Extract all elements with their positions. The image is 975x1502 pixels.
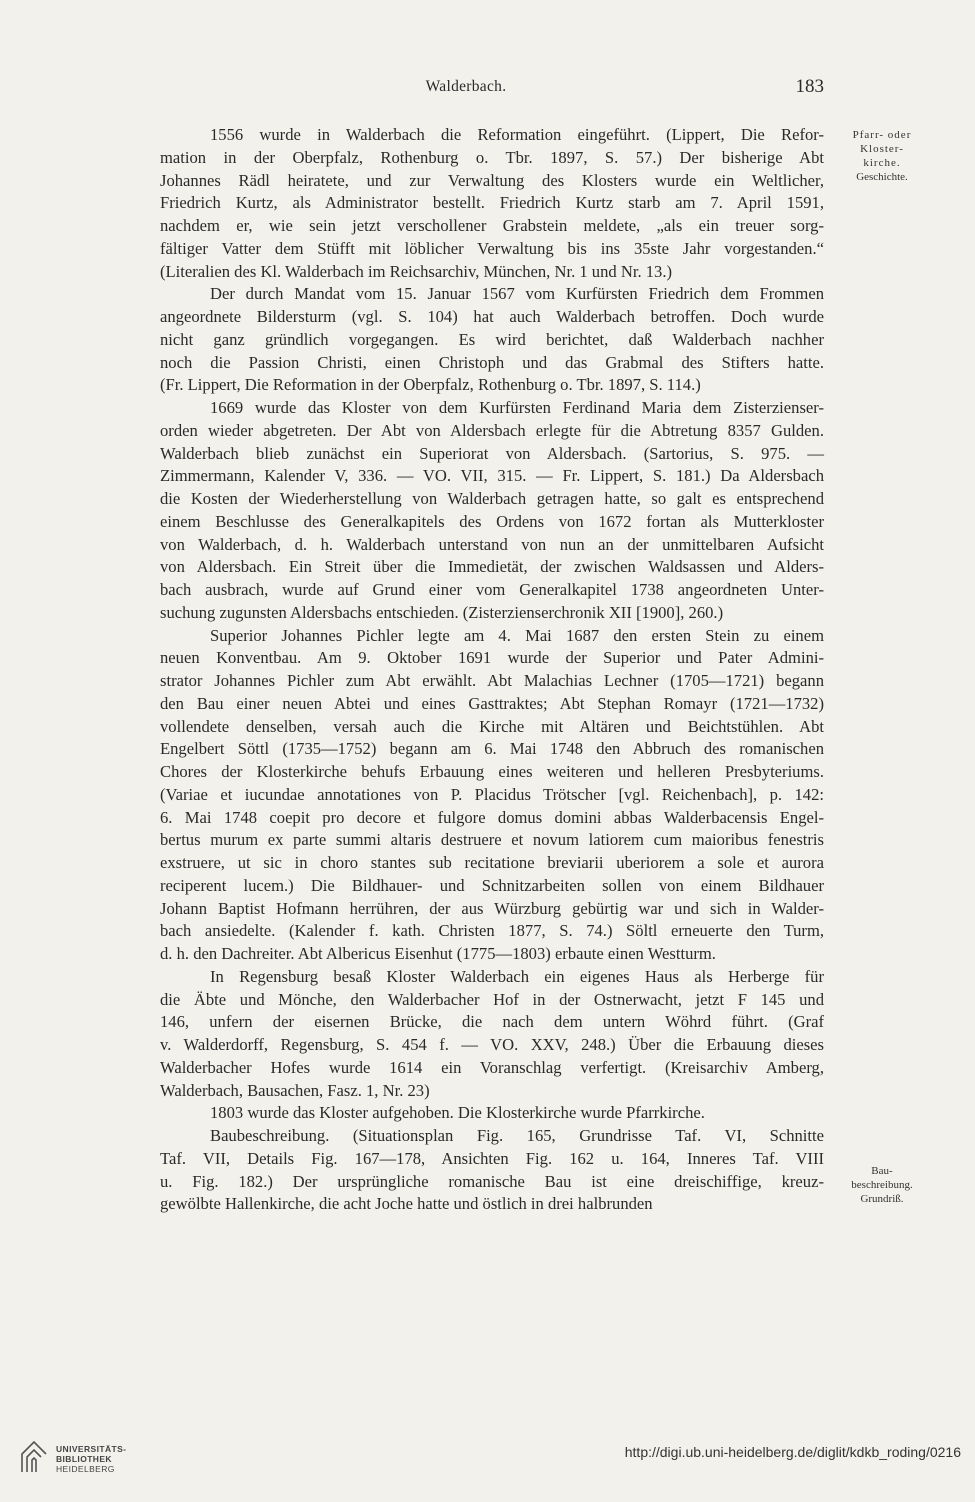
margin-note-line: Geschichte. bbox=[856, 171, 908, 183]
paragraph bbox=[108, 1102, 824, 1125]
margin-note-line: Kloster- bbox=[860, 143, 904, 155]
text-line: d. h. den Dachreiter. Abt Albericus Eisenhut (1775—1803) erbaute einen Westturm. bbox=[160, 944, 716, 963]
text-line: gewölbte Hallenkirche, die acht Joche hatte und östlich in drei halbrunden bbox=[160, 1194, 653, 1214]
text-line: Walderbacher Hofes wurde 1614 ein Voranschlag verfertigt. (Kreisarchiv Amberg, bbox=[160, 1057, 824, 1077]
text-line: die Äbte und Mönche, den Walderbacher Hof in der Ostnerwacht, jetzt F 145 und bbox=[160, 989, 824, 1009]
text-line: (Fr. Lippert, Die Reformation in der Oberpfalz, Rothenburg o. Tbr. 1897, S. 114.) bbox=[160, 375, 701, 395]
paragraph bbox=[108, 283, 824, 397]
margin-note-line: Pfarr- oder bbox=[852, 129, 912, 141]
text-line: exstruere, ut sic in choro stantes sub recitatione breviarii uberiorem a sole et aurora bbox=[160, 853, 824, 872]
library-name bbox=[56, 1444, 126, 1474]
text-line: nachdem er, wie sein jetzt verschollener Grabstein meldete, „als ein treuer sorg- bbox=[160, 216, 824, 235]
library-name-line: BIBLIOTHEK bbox=[56, 1454, 112, 1464]
text-line: 6. Mai 1748 coepit pro decore et fulgore domus domini abbas Walderbacensis Engel- bbox=[160, 807, 824, 827]
text-line: bach ausbrach, wurde auf Grund einer vom Generalkapitel 1738 angeordneten Unter- bbox=[160, 580, 824, 599]
text-line: noch die Passion Christi, einen Christoph und das Grabmal des Stifters hatte. bbox=[160, 352, 824, 372]
paragraph bbox=[108, 397, 824, 625]
margin-note-line: kirche. bbox=[863, 157, 901, 169]
text-line: 146, unfern der eisernen Brücke, die nach dem untern Wöhrd führt. (Graf bbox=[160, 1012, 824, 1032]
text-line: von Walderbach, d. h. Walderbach unterstand von nun an der unmittelbaren Aufsicht bbox=[160, 534, 824, 554]
library-logo-icon bbox=[20, 1440, 48, 1474]
text-line: Walderbach blieb zunächst ein Superiorat von Aldersbach. (Sartorius, S. 975. — bbox=[160, 443, 824, 463]
paragraph bbox=[108, 124, 824, 283]
text-line: reciperent lucem.) Die Bildhauer- und Schnitzarbeiten sollen von einem Bildhauer bbox=[160, 875, 824, 895]
text-line: Johannes Rädl heiratete, und zur Verwaltung des Klosters wurde ein Weltlicher, bbox=[160, 170, 824, 190]
library-name-line: HEIDELBERG bbox=[56, 1464, 115, 1474]
text-line: Friedrich Kurtz, als Administrator bestellt. Friedrich Kurtz starb am 7. April 1591, bbox=[160, 193, 824, 213]
margin-note-line: Grundriß. bbox=[860, 1193, 904, 1205]
text-line: von Aldersbach. Ein Streit über die Immedietät, der zwischen Waldsassen und Alders- bbox=[160, 557, 824, 577]
text-line: bertus murum ex parte summi altaris destruere et novum latiorem cum maioribus fenestris bbox=[160, 830, 824, 850]
source-url[interactable]: http://digi.ub.uni-heidelberg.de/diglit/kdkb_roding/0216 bbox=[624, 1444, 961, 1460]
margin-note-history bbox=[832, 128, 932, 184]
text-line: mation in der Oberpfalz, Rothenburg o. Tbr. 1897, S. 57.) Der bisherige Abt bbox=[160, 147, 824, 167]
text-line: Taf. VII, Details Fig. 167—178, Ansichten Fig. 162 u. 164, Inneres Taf. VIII bbox=[160, 1148, 824, 1168]
text-line: Walderbach, Bausachen, Fasz. 1, Nr. 23) bbox=[160, 1080, 430, 1100]
library-name-line: UNIVERSITÄTS- bbox=[56, 1444, 127, 1454]
text-line: Engelbert Söttl (1735—1752) begann am 6. Mai 1748 den Abbruch des romanischen bbox=[160, 739, 824, 759]
text-line: orden wieder abgetreten. Der Abt von Aldersbach erlegte für die Abtretung 8357 Gulden. bbox=[160, 420, 824, 440]
text-line: neuen Konventbau. Am 9. Oktober 1691 wurde der Superior und Pater Admini- bbox=[160, 648, 824, 668]
text-line: einem Beschlusse des Generalkapitels des Ordens von 1672 fortan als Mutterkloster bbox=[160, 511, 824, 531]
text-line: (Literalien des Kl. Walderbach im Reichsarchiv, München, Nr. 1 und Nr. 13.) bbox=[160, 261, 673, 281]
running-head bbox=[108, 76, 824, 100]
text-line: Johann Baptist Hofmann herrühren, der aus Würzburg gebürtig war und sich in Walder- bbox=[160, 898, 824, 918]
text-line: den Bau einer neuen Abtei und eines Gasttraktes; Abt Stephan Romayr (1721—1732) bbox=[160, 693, 824, 713]
text-line: (Variae et iucundae annotationes von P. Placidus Trötscher [vgl. Reichenbach], p. 142: bbox=[160, 784, 824, 804]
margin-note-building bbox=[832, 1164, 932, 1206]
text-line: die Kosten der Wiederherstellung von Walderbach getragen hatte, so galt es entsprechend bbox=[160, 489, 824, 508]
page-number: 183 bbox=[795, 76, 824, 97]
text-line: Superior Johannes Pichler legte am 4. Mai 1687 den ersten Stein zu einem bbox=[210, 625, 824, 645]
page-title: Walderbach. bbox=[425, 78, 507, 95]
paragraph bbox=[108, 966, 824, 1103]
text-line: In Regensburg besaß Kloster Walderbach ein eigenes Haus als Herberge für bbox=[210, 966, 824, 986]
text-line: 1803 wurde das Kloster aufgehoben. Die Klosterkirche wurde Pfarrkirche. bbox=[210, 1103, 705, 1123]
text-line: 1669 wurde das Kloster von dem Kurfürsten Ferdinand Maria dem Zisterzienser- bbox=[210, 398, 824, 417]
footer bbox=[0, 1436, 975, 1486]
paragraph bbox=[108, 625, 824, 966]
text-line: vollendete denselben, versah auch die Kirche mit Altären und Beichtstühlen. Abt bbox=[160, 716, 824, 736]
text-line: Chores der Klosterkirche behufs Erbauung eines weiteren und helleren Presbyteriums. bbox=[160, 762, 824, 781]
margin-note-line: beschreibung. bbox=[851, 1179, 913, 1191]
text-line: nicht ganz gründlich vorgegangen. Es wird berichtet, daß Walderbach nachher bbox=[160, 329, 824, 349]
text-line: angeordnete Bildersturm (vgl. S. 104) hat auch Walderbach betroffen. Doch wurde bbox=[160, 307, 824, 326]
body-text bbox=[108, 124, 824, 1216]
paragraph bbox=[108, 1125, 824, 1216]
text-line: Der durch Mandat vom 15. Januar 1567 vom Kurfürsten Friedrich dem Frommen bbox=[210, 284, 824, 304]
text-line: u. Fig. 182.) Der ursprüngliche romanische Bau ist eine dreischiffige, kreuz- bbox=[160, 1171, 824, 1191]
margin-note-line: Bau- bbox=[871, 1165, 893, 1177]
text-line: v. Walderdorff, Regensburg, S. 454 f. — VO. XXV, 248.) Über die Erbauung dieses bbox=[160, 1035, 824, 1054]
text-line: Zimmermann, Kalender V, 336. — VO. VII, 315. — Fr. Lippert, S. 181.) Da Aldersbach bbox=[160, 466, 824, 486]
text-line: 1556 wurde in Walderbach die Reformation eingeführt. (Lippert, Die Refor- bbox=[210, 125, 824, 144]
text-line: strator Johannes Pichler zum Abt erwählt. Abt Malachias Lechner (1705—1721) begann bbox=[160, 671, 824, 690]
text-line: fältiger Vatter dem Stüfft mit löblicher Verwaltung bis ins 35ste Jahr vorgestanden.“ bbox=[160, 238, 824, 258]
text-line: bach ansiedelte. (Kalender f. kath. Christen 1877, S. 74.) Söltl erneuerte den Turm, bbox=[160, 921, 824, 941]
text-line: suchung zugunsten Aldersbachs entschieden. (Zisterzienserchronik XII [1900], 260.) bbox=[160, 602, 724, 622]
text-line: Baubeschreibung. (Situationsplan Fig. 165, Grundrisse Taf. VI, Schnitte bbox=[210, 1126, 824, 1145]
